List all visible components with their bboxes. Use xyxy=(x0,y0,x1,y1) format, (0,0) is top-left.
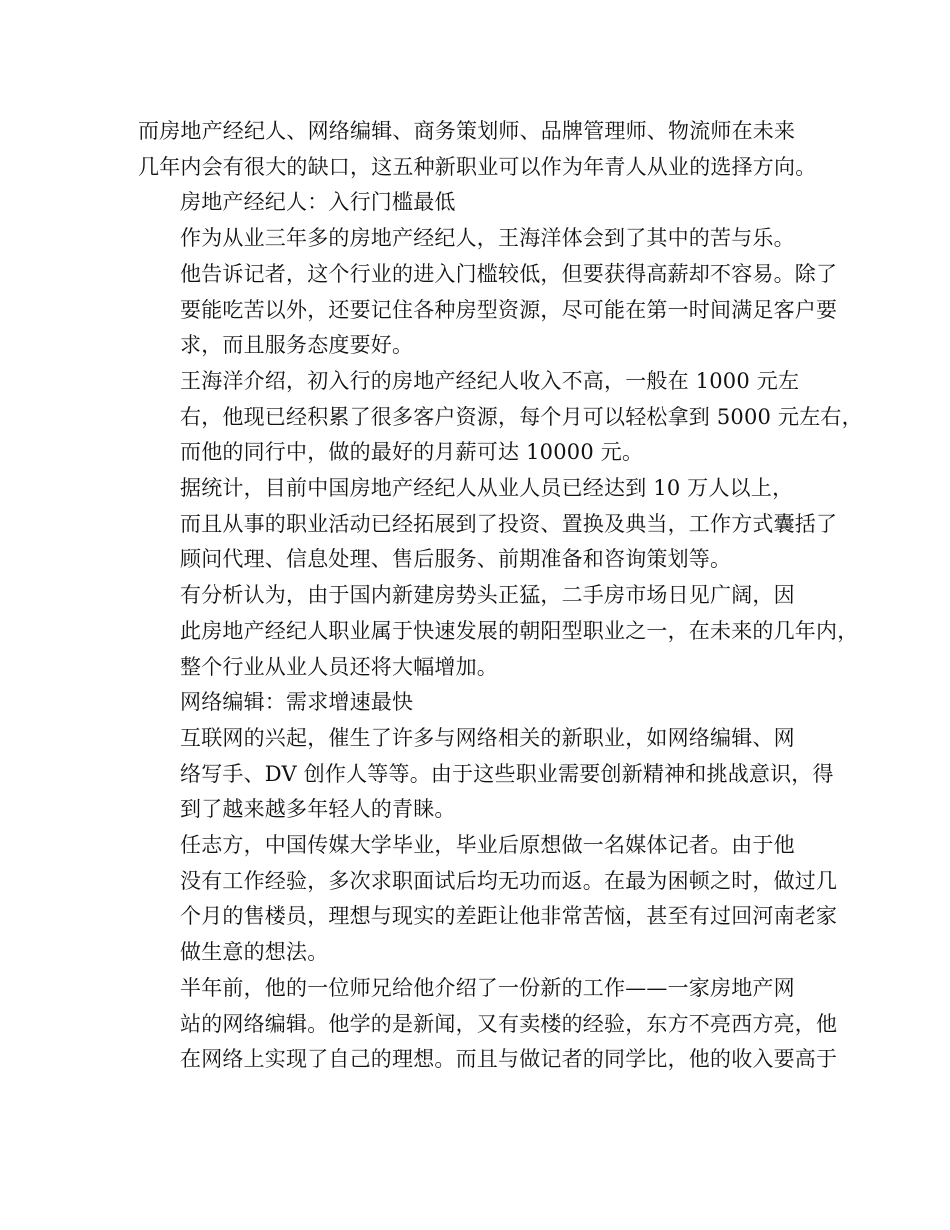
text-line: 几年内会有很大的缺口，这五种新职业可以作为年青人从业的选择方向。 xyxy=(138,154,817,179)
text-line: 此房地产经纪人职业属于快速发展的朝阳型职业之一，在未来的几年内， xyxy=(180,618,859,643)
text-line: 求，而且服务态度要好。 xyxy=(180,333,414,358)
text-line: 个月的售楼员，理想与现实的差距让他非常苦恼，甚至有过回河南老家 xyxy=(180,904,838,929)
text-line: 任志方，中国传媒大学毕业，毕业后原想做一名媒体记者。由于他 xyxy=(180,833,795,858)
text-line: 没有工作经验，多次求职面试后均无功而返。在最为困顿之时，做过几 xyxy=(180,868,838,893)
text-line: 而他的同行中，做的最好的月薪可达 10000 元。 xyxy=(180,440,644,465)
text-line: 而且从事的职业活动已经拓展到了投资、置换及典当，工作方式囊括了 xyxy=(180,511,838,536)
text-line: 络写手、DV 创作人等等。由于这些职业需要创新精神和挑战意识，得 xyxy=(180,761,834,786)
text-line: 整个行业从业人员还将大幅增加。 xyxy=(180,654,498,679)
text-line: 半年前，他的一位师兄给他介绍了一份新的工作——一家房地产网 xyxy=(180,975,795,1000)
paragraph xyxy=(138,221,838,364)
text-line: 作为从业三年多的房地产经纪人，王海洋体会到了其中的苦与乐。 xyxy=(180,226,795,251)
text-line: 在网络上实现了自己的理想。而且与做记者的同学比，他的收入要高于 xyxy=(180,1047,838,1072)
paragraph xyxy=(138,471,838,578)
text-line: 王海洋介绍，初入行的房地产经纪人收入不高，一般在 1000 元左 xyxy=(180,368,800,393)
text-line: 站的网络编辑。他学的是新闻，又有卖楼的经验，东方不亮西方亮，他 xyxy=(180,1011,838,1036)
text-line: 他告诉记者，这个行业的进入门槛较低，但要获得高薪却不容易。除了 xyxy=(180,261,838,286)
text-line: 做生意的想法。 xyxy=(180,940,329,965)
paragraph xyxy=(138,971,838,1078)
text-line: 顾问代理、信息处理、售后服务、前期准备和咨询策划等。 xyxy=(180,547,732,572)
paragraph xyxy=(138,721,838,828)
text-line: 要能吃苦以外，还要记住各种房型资源，尽可能在第一时间满足客户要 xyxy=(180,297,838,322)
paragraph xyxy=(138,364,863,471)
text-line: 到了越来越多年轻人的青睐。 xyxy=(180,797,456,822)
paragraph xyxy=(138,185,838,221)
text-line: 房地产经纪人：入行门槛最低 xyxy=(180,190,456,215)
text-line: 互联网的兴起，催生了许多与网络相关的新职业，如网络编辑、网 xyxy=(180,725,795,750)
text-line: 网络编辑：需求增速最快 xyxy=(180,690,414,715)
text-line: 有分析认为，由于国内新建房势头正猛，二手房市场日见广阔，因 xyxy=(180,583,795,608)
paragraph xyxy=(138,114,838,185)
paragraph xyxy=(138,685,838,721)
paragraph xyxy=(138,578,859,685)
text-line: 而房地产经纪人、网络编辑、商务策划师、品牌管理师、物流师在未来 xyxy=(138,119,796,143)
text-line: 右，他现已经积累了很多客户资源，每个月可以轻松拿到 5000 元左右， xyxy=(180,404,863,429)
paragraph xyxy=(138,828,838,971)
article-body xyxy=(138,114,863,1078)
text-line: 据统计，目前中国房地产经纪人从业人员已经达到 10 万人以上， xyxy=(180,476,794,501)
